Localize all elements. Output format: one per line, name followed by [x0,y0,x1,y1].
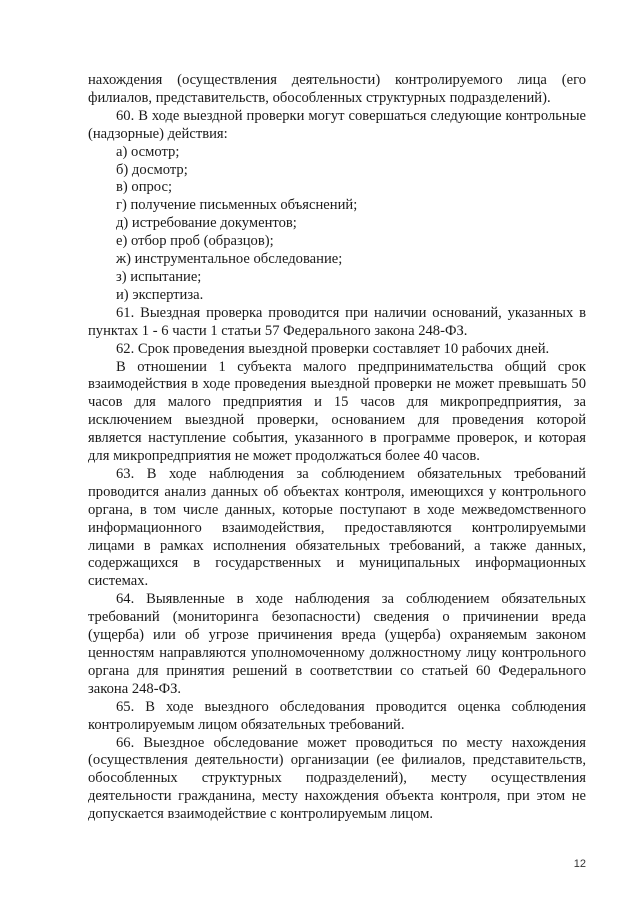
paragraph: 66. Выездное обследование может проводиться по месту нахождения (осуществления деятельности) организации (ее филиалов, представительств, обособленных структурных подразделений), месту осуществления деятельности гражданина, месту нахождения объекта контроля, при этом не допускается взаимодействие с контролируемым лицом. [88,734,586,823]
list-item: и) экспертиза. [116,286,204,303]
list-item: з) испытание; [116,268,202,285]
paragraph: 60. В ходе выездной проверки могут совершаться следующие контрольные (надзорные) действия: [88,107,586,142]
paragraph: 61. Выездная проверка проводится при наличии оснований, указанных в пунктах 1 - 6 части 1 статьи 57 Федерального закона 248-ФЗ. [88,304,586,339]
paragraph: 65. В ходе выездного обследования проводится оценка соблюдения контролируемым лицом обязательных требований. [88,698,586,733]
list-item: в) опрос; [116,179,172,196]
list-item: е) отбор проб (образцов); [116,233,274,250]
paragraph: нахождения (осуществления деятельности) контролируемого лица (его филиалов, представительств, обособленных структурных подразделений). [88,72,586,106]
document-body [88,72,586,824]
list-item: б) досмотр; [116,161,188,178]
paragraph: 62. Срок проведения выездной проверки составляет 10 рабочих дней. [116,340,550,357]
page-number: 12 [573,858,586,870]
paragraph: 64. Выявленные в ходе наблюдения за соблюдением обязательных требований (мониторинга безопасности) сведения о причинении вреда (ущерба) или об угрозе причинения вреда (ущерба) охраняемым законом ценностям направляются уполномоченному должностному лицу контрольного органа для принятия решений в соответствии со статьей 60 Федерального закона 248-ФЗ. [88,591,586,697]
list-item: ж) инструментальное обследование; [116,251,343,268]
paragraph: 63. В ходе наблюдения за соблюдением обязательных требований проводится анализ данных об объектах контроля, имеющихся у контрольного органа, в том числе данных, которые поступают в ходе межведомственного информационного взаимодействия, предоставляются контролируемыми лицами в рамках исполнения обязательных требований, а также данных, содержащихся в государственных и муниципальных информационных системах. [88,465,586,590]
list-item: а) осмотр; [116,143,180,160]
paragraph: В отношении 1 субъекта малого предпринимательства общий срок взаимодействия в ходе проведения выездной проверки не может превышать 50 часов для малого предприятия и 15 часов для микропредприятия, за исключением выездной проверки, основанием для проведения которой является наступление события, указанного в программе проверок, и которая для микропредприятия не может продолжаться более 40 часов. [88,358,586,465]
list-item: д) истребование документов; [116,215,297,232]
list-item: г) получение письменных объяснений; [116,197,358,214]
